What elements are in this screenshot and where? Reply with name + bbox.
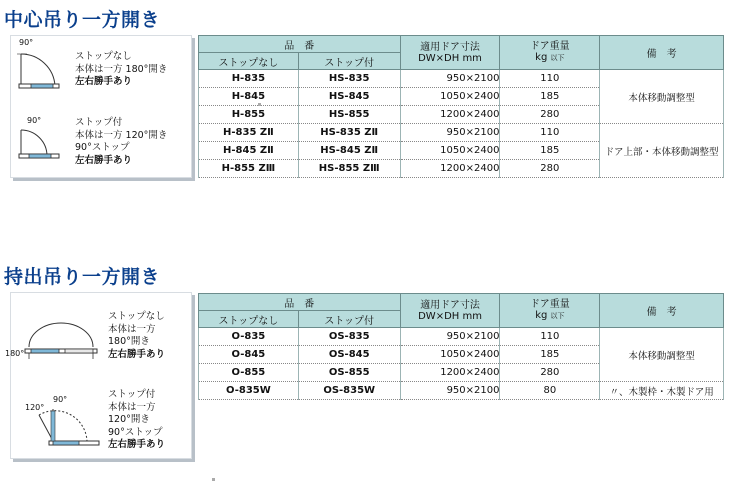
note-line: 本体は一方 120°開き — [75, 129, 168, 141]
angle-label-stop: 90° — [53, 395, 68, 404]
door-note-with-stop — [75, 117, 167, 167]
cell-with-stop: OS-845 — [298, 346, 400, 364]
weight-unit: kg — [535, 310, 548, 321]
angle-label: 120° — [25, 403, 45, 412]
header-weight-unit — [500, 310, 599, 322]
section-title-offset-hung: 持出吊り一方開き — [4, 266, 161, 288]
cell-no-stop: H-845 ZⅡ — [199, 142, 299, 160]
door-note-no-stop — [75, 51, 167, 89]
cell-weight: 185 — [500, 88, 600, 106]
door-note-no-stop — [108, 311, 165, 361]
cell-no-stop: H-845 — [199, 88, 299, 106]
section-title-center-hung: 中心吊り一方開き — [4, 9, 161, 31]
cell-with-stop: OS-855 — [298, 364, 400, 382]
cell-with-stop: OS-835 — [298, 328, 400, 346]
table-row — [199, 328, 724, 346]
note-line: 90°ストップ — [108, 426, 163, 438]
note-line: 本体は一方 — [108, 401, 156, 413]
diagram-panel-offset-hung — [5, 292, 192, 459]
scan-speck — [212, 478, 215, 481]
note-bold-line: 左右勝手あり — [108, 348, 166, 360]
cell-dimension: 1050×2400 — [400, 346, 500, 364]
scan-speck — [258, 103, 261, 106]
header-dimension-unit: DW×DH mm — [418, 52, 482, 64]
door-note-with-stop — [108, 389, 165, 452]
weight-unit: kg — [535, 52, 548, 63]
cell-remark: 本体移動調整型 — [600, 328, 724, 382]
header-weight-label: ドア重量 — [529, 41, 570, 52]
cell-weight: 185 — [500, 142, 600, 160]
cell-dimension: 1200×2400 — [400, 106, 500, 124]
door-swing-diagram-180 — [13, 40, 73, 96]
header-remark: 備 考 — [600, 36, 724, 70]
cell-with-stop: HS-845 — [298, 88, 400, 106]
cell-with-stop: OS-835W — [298, 382, 400, 400]
header-with-stop: ストップ付 — [298, 53, 400, 70]
cell-weight: 185 — [500, 346, 600, 364]
spec-table-offset-hung — [198, 293, 724, 400]
cell-weight: 110 — [500, 70, 600, 88]
header-weight-unit — [500, 52, 599, 64]
cell-no-stop: H-855 ZⅢ — [199, 160, 299, 178]
cell-dimension: 950×2100 — [400, 124, 500, 142]
note-bold-line: 左右勝手あり — [75, 154, 133, 166]
cell-dimension: 1050×2400 — [400, 88, 500, 106]
angle-label: 90° — [27, 116, 42, 125]
header-dimension-label: 適用ドア寸法 — [420, 299, 480, 311]
table-row — [199, 70, 724, 88]
cell-no-stop: H-835 — [199, 70, 299, 88]
note-line: ストップ付 — [75, 117, 123, 128]
cell-weight: 80 — [500, 382, 600, 400]
cell-with-stop: HS-855 ZⅢ — [298, 160, 400, 178]
cell-remark: 〃、木製枠・木製ドア用 — [600, 382, 724, 400]
header-with-stop: ストップ付 — [298, 311, 400, 328]
note-line: 本体は一方 180°開き — [75, 63, 168, 75]
door-swing-diagram-180 — [21, 311, 101, 363]
cell-with-stop: HS-835 ZⅡ — [298, 124, 400, 142]
cell-no-stop: H-855 — [199, 106, 299, 124]
header-no-stop: ストップなし — [199, 311, 299, 328]
cell-dimension: 950×2100 — [400, 328, 500, 346]
cell-remark: ドア上部・本体移動調整型 — [600, 124, 724, 178]
cell-weight: 280 — [500, 106, 600, 124]
weight-unit-small: 以下 — [550, 312, 565, 320]
header-product: 品 番 — [199, 294, 401, 311]
header-dimension-unit: DW×DH mm — [418, 310, 482, 322]
cell-no-stop: O-835 — [199, 328, 299, 346]
cell-dimension: 1200×2400 — [400, 160, 500, 178]
cell-dimension: 950×2100 — [400, 382, 500, 400]
cell-with-stop: HS-835 — [298, 70, 400, 88]
header-weight — [500, 294, 600, 328]
header-weight-label: ドア重量 — [530, 299, 570, 310]
header-dimension — [400, 294, 500, 328]
cell-with-stop: HS-855 — [298, 106, 400, 124]
cell-dimension: 1200×2400 — [400, 364, 500, 382]
header-product: 品 番 — [199, 36, 401, 53]
header-remark: 備 考 — [600, 294, 724, 328]
cell-no-stop: O-855 — [199, 364, 299, 382]
door-swing-diagram-120 — [13, 120, 73, 168]
note-line: 120°開き — [108, 414, 150, 425]
cell-remark: 本体移動調整型 — [600, 70, 724, 124]
cell-with-stop: HS-845 ZⅡ — [298, 142, 400, 160]
cell-no-stop: O-835W — [199, 382, 299, 400]
note-line: 90°ストップ — [75, 142, 130, 153]
weight-unit-small: 以下 — [550, 54, 565, 62]
cell-weight: 110 — [500, 328, 600, 346]
note-line: 180°開き — [108, 336, 150, 347]
note-line: ストップなし — [75, 51, 132, 62]
note-line: 本体は一方 — [108, 323, 156, 335]
note-bold-line: 左右勝手あり — [75, 76, 133, 87]
header-dimension-label: 適用ドア寸法 — [420, 41, 480, 53]
header-no-stop: ストップなし — [199, 53, 299, 70]
cell-no-stop: O-845 — [199, 346, 299, 364]
table-row — [199, 382, 724, 400]
note-line: ストップなし — [108, 311, 165, 322]
spec-table-center-hung — [198, 35, 724, 178]
note-bold-line: 左右勝手あり — [108, 439, 166, 450]
cell-weight: 280 — [500, 160, 600, 178]
header-dimension — [400, 36, 500, 70]
cell-dimension: 1050×2400 — [400, 142, 500, 160]
header-weight — [500, 36, 600, 70]
angle-label: 90° — [19, 38, 34, 47]
cell-dimension: 950×2100 — [400, 70, 500, 88]
table-row — [199, 124, 724, 142]
cell-weight: 280 — [500, 364, 600, 382]
note-line: ストップ付 — [108, 389, 156, 400]
cell-no-stop: H-835 ZⅡ — [199, 124, 299, 142]
diagram-panel-center-hung — [10, 35, 192, 178]
angle-label: 180° — [5, 349, 25, 358]
cell-weight: 110 — [500, 124, 600, 142]
